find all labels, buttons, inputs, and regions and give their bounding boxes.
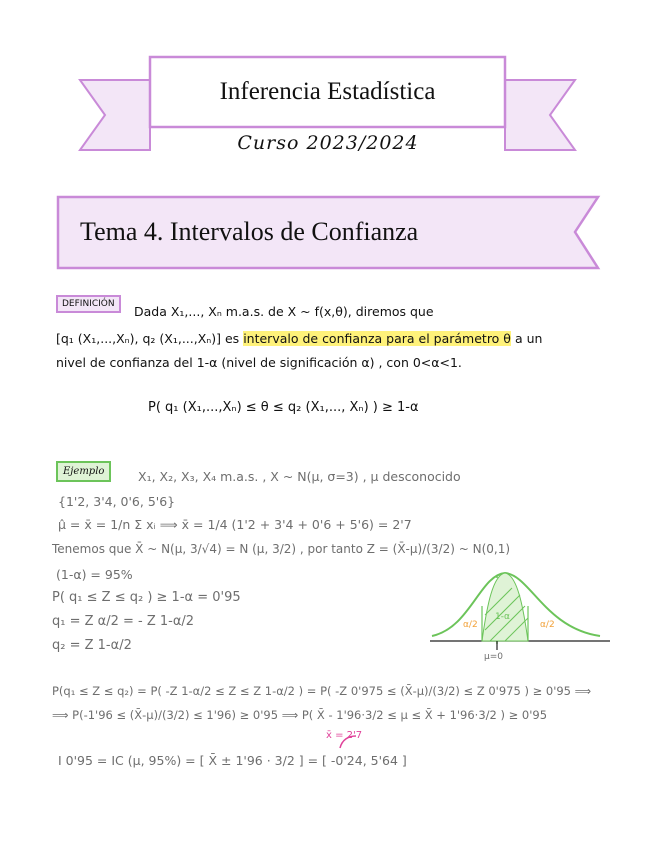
example-line-8: q₂ = Z 1-α/2 bbox=[52, 638, 132, 653]
definition-formula: P( q₁ (X₁,...,Xₙ) ≤ θ ≤ q₂ (X₁,..., Xₙ) ) ≥ 1-α bbox=[148, 400, 419, 415]
graph-axis-label: μ=0 bbox=[484, 652, 503, 662]
example-line-5: (1-α) = 95% bbox=[56, 567, 133, 582]
example-line-4: Tenemos que X̄ ~ N(μ, 3/√4) = N (μ, 3/2) , por tanto Z = (X̄-μ)/(3/2) ~ N(0,1) bbox=[52, 542, 511, 556]
definition-line-1: Dada X₁,..., Xₙ m.a.s. de X ~ f(x,θ), diremos que bbox=[134, 304, 434, 319]
example-tag: Ejemplo bbox=[56, 461, 111, 482]
example-line-2: {1'2, 3'4, 0'6, 5'6} bbox=[58, 494, 176, 509]
example-line-11: I 0'95 = IC (μ, 95%) = [ X̄ ± 1'96 · 3/2 ] = [ -0'24, 5'64 ] bbox=[58, 753, 407, 768]
definition-line-3: nivel de confianza del 1-α (nivel de significación α) , con 0<α<1. bbox=[56, 355, 462, 370]
example-line-3: μ̂ = x̄ = 1/n Σ xᵢ ⟹ x̄ = 1/4 (1'2 + 3'4 + 0'6 + 5'6) = 2'7 bbox=[58, 517, 412, 532]
normal-curve-graph bbox=[430, 573, 610, 650]
graph-right-tail-label: α/2 bbox=[540, 620, 555, 630]
topic-title: Tema 4. Intervalos de Confianza bbox=[80, 217, 419, 246]
course-label: Curso 2023/2024 bbox=[237, 132, 419, 154]
definition-highlight: intervalo de confianza para el parámetro θ bbox=[243, 331, 511, 346]
example-line-7: q₁ = Z α/2 = - Z 1-α/2 bbox=[52, 614, 195, 629]
graph-center-label: 1-α bbox=[495, 612, 510, 622]
graph-left-tail-label: α/2 bbox=[463, 620, 478, 630]
example-line-1: X₁, X₂, X₃, X₄ m.a.s. , X ~ N(μ, σ=3) , μ desconocido bbox=[138, 469, 461, 484]
example-line-10: ⟹ P(-1'96 ≤ (X̄-μ)/(3/2) ≤ 1'96) ≥ 0'95 ⟹ P( X̄ - 1'96·3/2 ≤ μ ≤ X̄ + 1'96·3/2 ) ≥ 0'95 bbox=[52, 708, 548, 722]
annotation-xbar: x̄ = 2'7 bbox=[326, 730, 363, 741]
definition-tag: DEFINICIÓN bbox=[56, 295, 121, 313]
definition-line-2: [q₁ (X₁,...,Xₙ), q₂ (X₁,...,Xₙ)] es intervalo de confianza para el parámetro θ a un bbox=[56, 331, 543, 346]
example-line-9: P(q₁ ≤ Z ≤ q₂) = P( -Z 1-α/2 ≤ Z ≤ Z 1-α/2 ) = P( -Z 0'975 ≤ (X̄-μ)/(3/2) ≤ Z 0'975 ) ≥ 0'95 ⟹ bbox=[52, 684, 592, 698]
example-line-6: P( q₁ ≤ Z ≤ q₂ ) ≥ 1-α = 0'95 bbox=[52, 590, 241, 605]
document-title: Inferencia Estadística bbox=[219, 78, 436, 105]
